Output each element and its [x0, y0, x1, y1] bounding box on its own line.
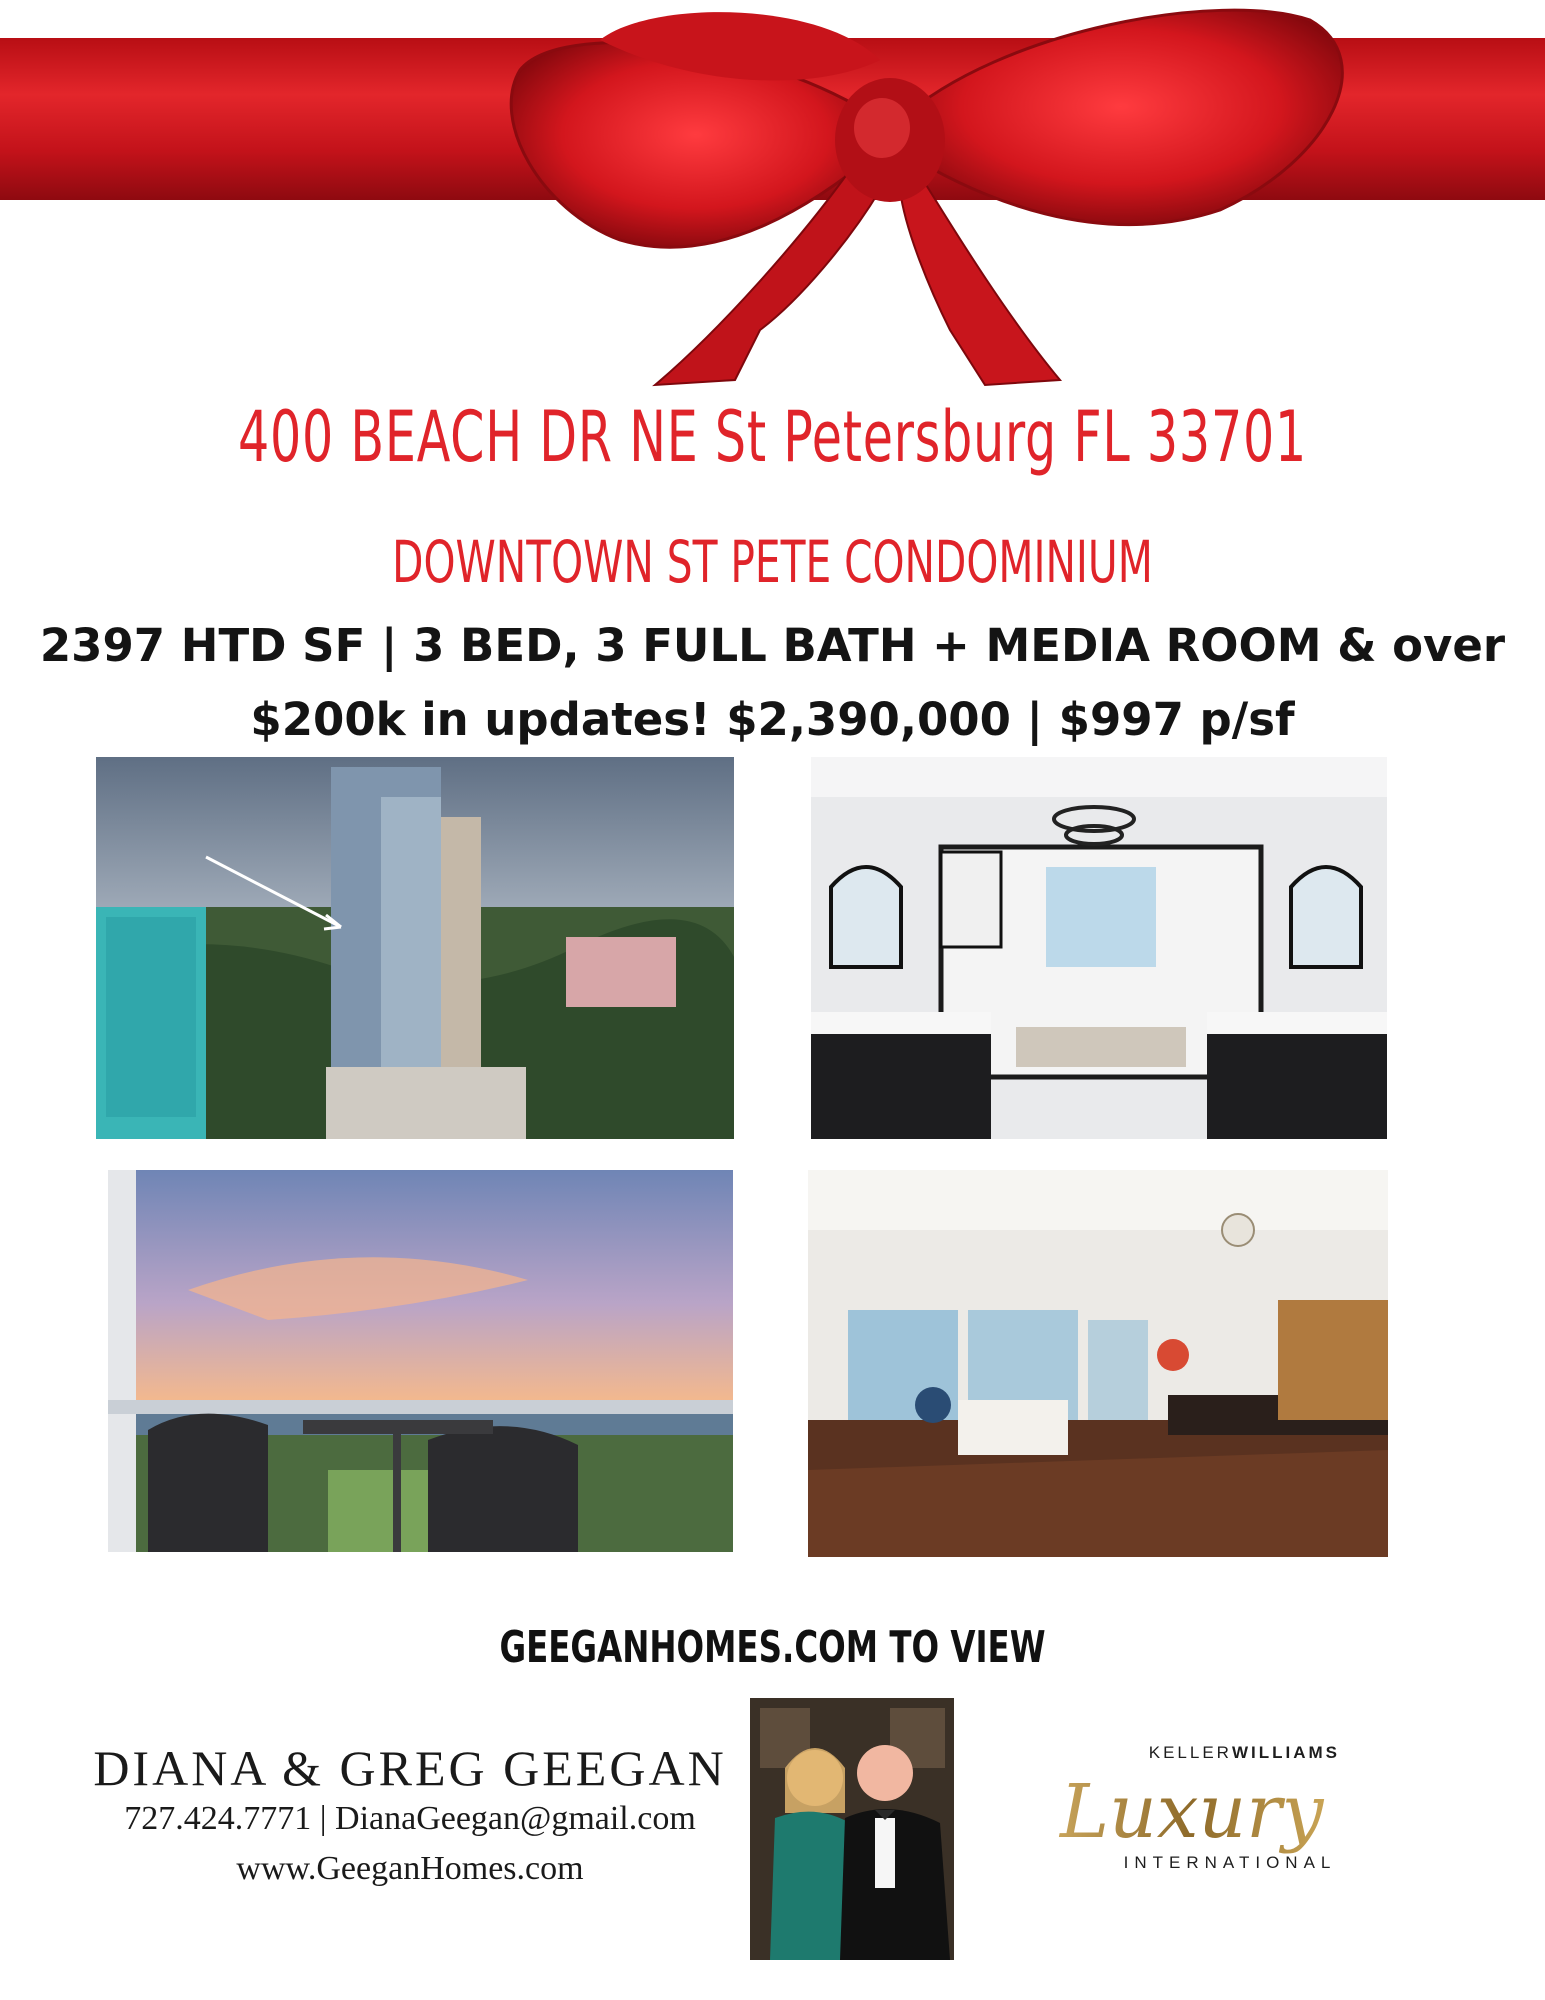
red-ribbon-bow: [0, 0, 1545, 400]
property-type-heading: DOWNTOWN ST PETE CONDOMINIUM: [392, 528, 1153, 596]
agent-name: DIANA & GREG GEEGAN: [93, 1740, 727, 1796]
website-call-to-action: GEEGANHOMES.COM TO VIEW: [499, 1622, 1046, 1673]
property-price-line: $200k in updates! $2,390,000 | $997 p/sf: [250, 693, 1295, 746]
logo-international: INTERNATIONAL: [1123, 1853, 1337, 1872]
logo-wordmark: KELLERWILLIAMS: [1148, 1743, 1340, 1762]
property-address: 400 BEACH DR NE St Petersburg FL 33701: [237, 396, 1308, 478]
svg-text:Luxury: Luxury: [1060, 1769, 1324, 1855]
bathroom-photo: [811, 757, 1387, 1139]
living-room-photo: [808, 1170, 1388, 1557]
agent-contact-line: 727.424.7771 | DianaGeegan@gmail.com: [124, 1800, 696, 1837]
property-specs-line-1: 2397 HTD SF | 3 BED, 3 FULL BATH + MEDIA ROOM & over: [39, 619, 1506, 672]
agent-website: www.GeeganHomes.com: [236, 1850, 584, 1887]
tower-exterior-photo: [96, 757, 734, 1139]
agent-portrait-photo: [750, 1698, 954, 1960]
balcony-sunset-photo: [108, 1170, 733, 1552]
keller-williams-luxury-logo: [1040, 1735, 1460, 1915]
logo-script-luxury: [1040, 1765, 1460, 1865]
